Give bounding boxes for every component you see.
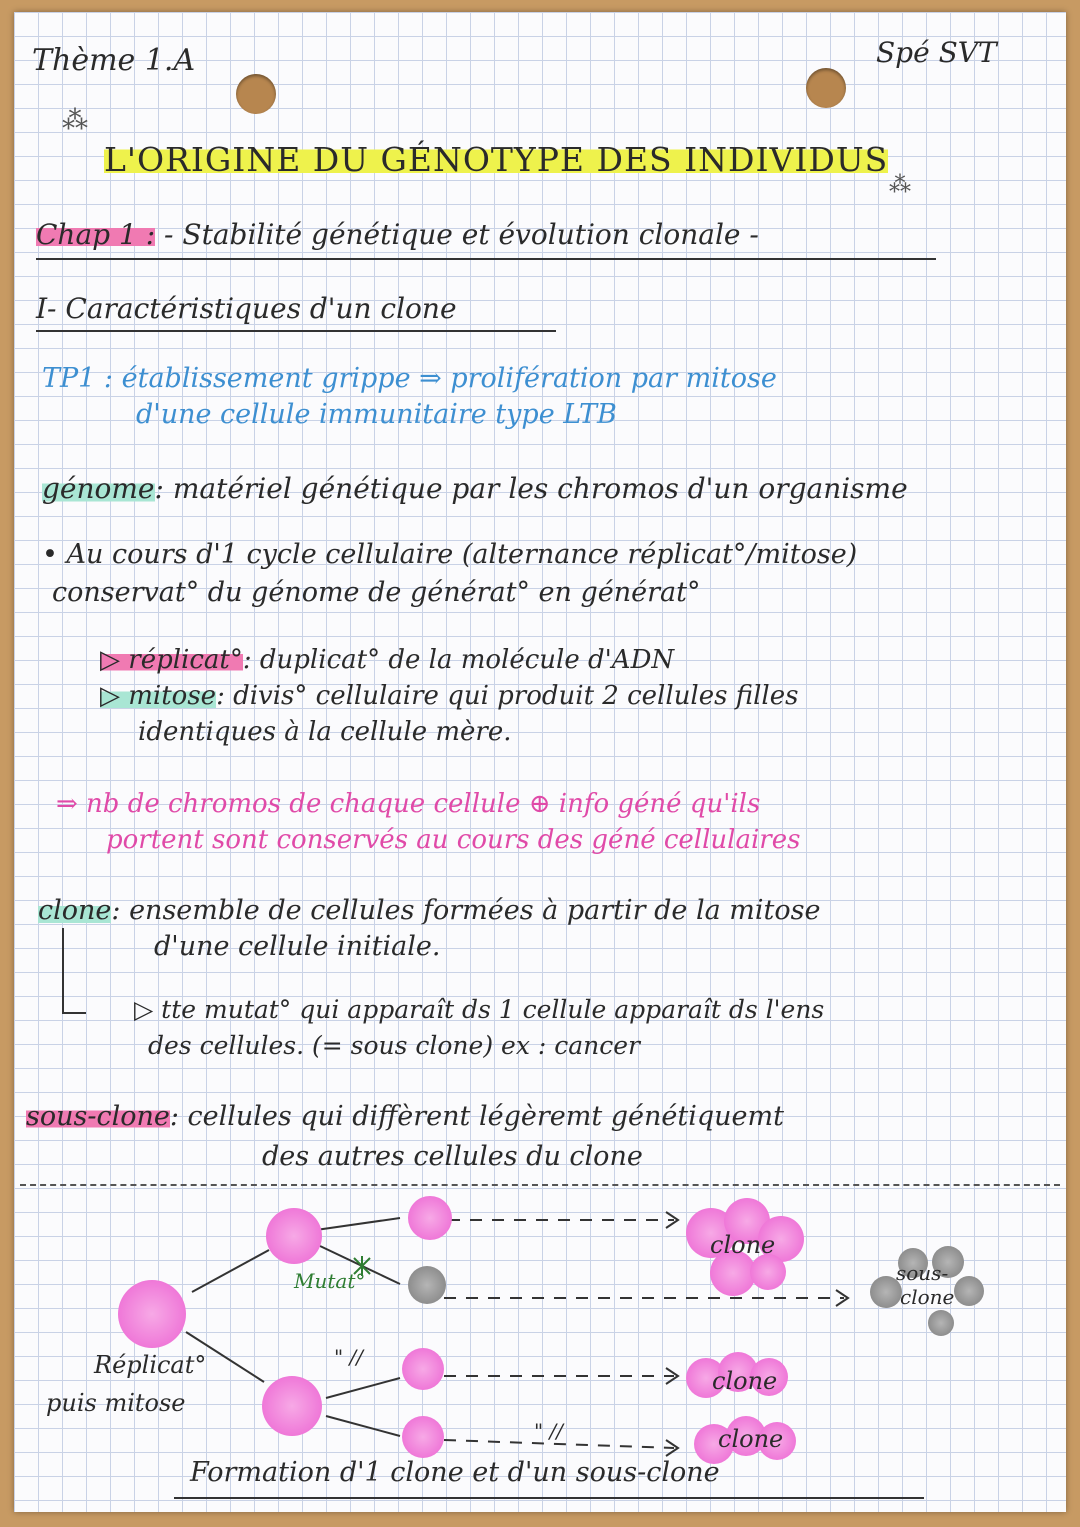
genome-definition: génome: matériel génétique par les chromos d'un organisme	[42, 472, 908, 505]
cycle-line-2: conservat° du génome de générat° en générat°	[52, 577, 701, 608]
section-heading: I- Caractéristiques d'un clone	[36, 292, 457, 325]
sous-clone-label-2: clone	[900, 1285, 955, 1309]
initial-cell	[118, 1280, 186, 1348]
cycle-line-1: • Au cours d'1 cycle cellulaire (alternance réplicat°/mitose)	[42, 539, 858, 570]
mitose-line-2: identiques à la cellule mère.	[138, 717, 512, 747]
granddaughter-cell-4	[402, 1416, 444, 1458]
ditto-mark-1: " //	[334, 1345, 364, 1369]
mutation-label: Mutat°	[294, 1269, 366, 1293]
subject-label: Spé SVT	[876, 36, 997, 69]
mitose-definition: ▷ mitose: divis° cellulaire qui produit 2 cellules filles	[100, 681, 799, 711]
chapter-heading: Chap 1 : - Stabilité génétique et évolution clonale -	[36, 218, 759, 251]
theme-label: Thème 1.A	[32, 43, 196, 78]
sous-clone-definition: sous-clone: cellules qui diffèrent légèremt génétiquemt	[26, 1101, 784, 1132]
replication-label: Réplicat°	[94, 1351, 207, 1379]
replication-definition: ▷ réplicat°: duplicat° de la molécule d'ADN	[100, 645, 675, 675]
daughter-cell-top	[266, 1208, 322, 1264]
replication-label-2: puis mitose	[46, 1389, 186, 1417]
mutated-cell	[408, 1266, 446, 1304]
clone-label-3: clone	[718, 1425, 784, 1453]
clone-definition: clone: ensemble de cellules formées à partir de la mitose	[38, 895, 821, 926]
sous-clone-line-2: des autres cellules du clone	[262, 1141, 643, 1172]
conclusion-line-1: ⇒ nb de chromos de chaque cellule ⊕ info géné qu'ils	[56, 789, 761, 819]
tp-line-2: d'une cellule immunitaire type LTB	[136, 399, 617, 430]
clone-note-1: ▷ tte mutat° qui apparaît ds 1 cellule apparaît ds l'ens	[134, 995, 825, 1024]
sous-clone-label-1: sous-	[896, 1261, 949, 1285]
clone-label-2: clone	[712, 1367, 778, 1395]
diagram-caption: Formation d'1 clone et d'un sous-clone	[190, 1457, 720, 1488]
clone-note-2: des cellules. (= sous clone) ex : cancer	[148, 1031, 640, 1060]
clone-line-2: d'une cellule initiale.	[154, 931, 441, 962]
daughter-cell-bottom	[262, 1376, 322, 1436]
tp-line-1: TP1 : établissement grippe ⇒ prolifération par mitose	[42, 363, 777, 394]
sparkle-icon: ⁂	[62, 106, 88, 136]
notebook-page	[14, 12, 1066, 1512]
clone-label-1: clone	[710, 1231, 776, 1259]
granddaughter-cell-1	[408, 1196, 452, 1240]
conclusion-line-2: portent sont conservés au cours des géné cellulaires	[106, 825, 801, 855]
page-title: L'ORIGINE DU GÉNOTYPE DES INDIVIDUS	[104, 140, 889, 179]
sparkle-icon-2: ⁂	[889, 173, 911, 198]
ditto-mark-2: " //	[534, 1419, 564, 1443]
granddaughter-cell-3	[402, 1348, 444, 1390]
